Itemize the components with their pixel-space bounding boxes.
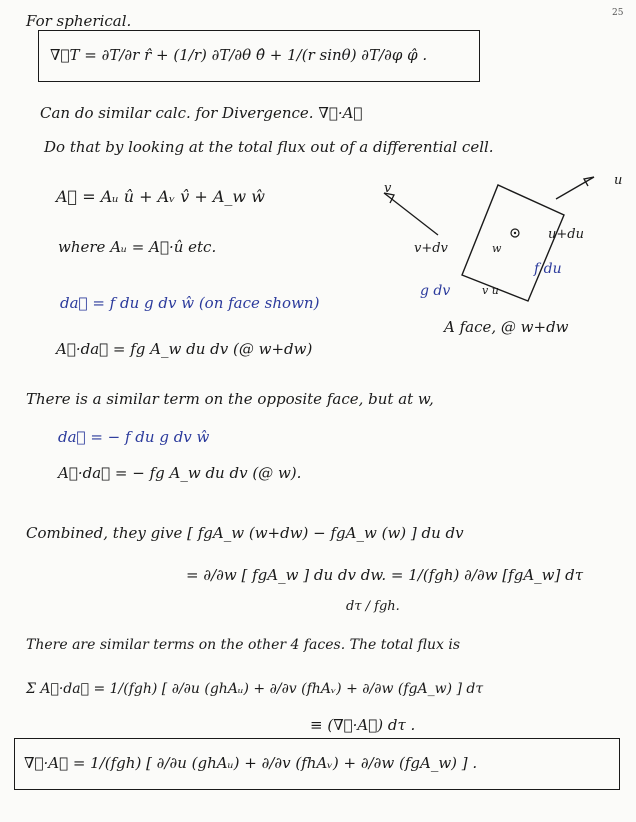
volume-element-note: dτ / fgh.: [346, 599, 400, 614]
u-axis-arrow: [556, 177, 594, 199]
diagram-label-u-du: u+du: [548, 227, 584, 242]
diagram-label-g-dv: g dv: [420, 283, 451, 299]
flux-bottom-face: A⃗·da⃗ = − fg A_w du dv (@ w).: [58, 464, 302, 482]
component-definition: where Aᵤ = A⃗·û etc.: [58, 238, 217, 256]
diagram-label-v: v: [384, 181, 392, 196]
combined-flux: Combined, they give [ fgA_w (w+dw) − fgA_w (w) ] du dv: [26, 524, 464, 542]
diagram-label-u: u: [614, 173, 623, 188]
area-element-bottom: da⃗ = − f du g dv ŵ: [58, 428, 210, 446]
page-number: 25: [612, 8, 624, 18]
total-flux-sum: Σ A⃗·da⃗ = 1/(fgh) [ ∂/∂u (ghAᵤ) + ∂/∂v (fhAᵥ) + ∂/∂w (fgA_w) ] dτ: [26, 681, 484, 697]
normal-out-dot: [514, 232, 516, 234]
gradient-formula: ∇⃗T = ∂T/∂r r̂ + (1/r) ∂T/∂θ θ̂ + 1/(r sinθ) ∂T/∂φ φ̂ .: [50, 46, 428, 64]
heading-spherical: For spherical.: [26, 12, 132, 30]
flux-top-face: A⃗·da⃗ = fg A_w du dv (@ w+dw): [56, 340, 313, 358]
line-divergence-intro: Can do similar calc. for Divergence. ∇⃗·A⃗: [40, 104, 363, 122]
line-flux-method: Do that by looking at the total flux out of a differential cell.: [44, 138, 494, 156]
divergence-formula: ∇⃗·A⃗ = 1/(fgh) [ ∂/∂u (ghAᵤ) + ∂/∂v (fhAᵥ) + ∂/∂w (fgA_w) ] .: [24, 754, 478, 772]
diagram-label-v-dv: v+dv: [414, 241, 448, 256]
opposite-face-sentence: There is a similar term on the opposite face, but at w,: [26, 390, 434, 408]
divergence-identity: ≡ (∇⃗·A⃗) dτ .: [310, 716, 416, 734]
diagram-label-f-du: f du: [534, 261, 562, 277]
diagram-label-w: w: [492, 242, 502, 255]
diagram-label-corner: v u: [482, 284, 499, 297]
area-element-top: da⃗ = f du g dv ŵ (on face shown): [60, 294, 320, 312]
diagram-caption: A face, @ w+dw: [444, 318, 569, 336]
vector-decomposition: A⃗ = Aᵤ û + Aᵥ v̂ + A_w ŵ: [56, 187, 265, 206]
combined-derivative: = ∂/∂w [ fgA_w ] du dv dw. = 1/(fgh) ∂/∂w [fgA_w] dτ: [186, 566, 584, 584]
other-faces-sentence: There are similar terms on the other 4 faces. The total flux is: [26, 637, 461, 653]
